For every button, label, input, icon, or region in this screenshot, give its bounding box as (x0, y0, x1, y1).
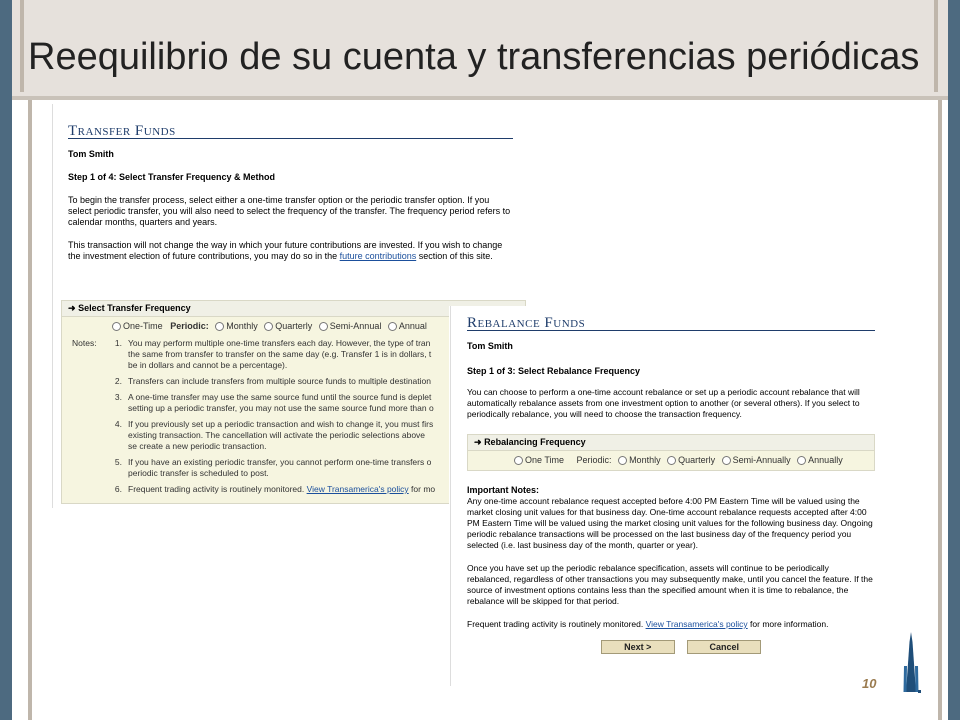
important-note-1: Any one-time account rebalance request accepted before 4:00 PM Eastern Time will be valued using the market closing unit values for that business day. One-time account rebalance requests accepted after 4:00 PM Eastern Time will be valued using the market closing unit values for the following business day. Ongoing periodic rebalance transactions will be processed on the last business day of the frequency period you selected (i.e. last business day of the month, quarter or year). (467, 496, 873, 550)
note-text (128, 484, 435, 495)
rebalance-heading: Rebalance Funds (467, 318, 875, 331)
transfer-user-name: Tom Smith (68, 149, 114, 159)
rebalancing-frequency-header (467, 434, 875, 451)
policy-text: Frequent trading activity is routinely monitored. (467, 619, 646, 629)
transfer-notes (62, 336, 434, 495)
transfer-step: Step 1 of 4: Select Transfer Frequency & Method (68, 172, 276, 182)
note-number: 4. (114, 419, 122, 429)
monthly-radio[interactable] (215, 322, 224, 331)
periodic-label: Periodic: (576, 455, 612, 465)
annual-radio[interactable] (388, 322, 397, 331)
rebalancing-frequency-body (467, 451, 875, 471)
note-number: 3. (114, 392, 122, 402)
page-number: 10 (862, 676, 877, 691)
next-button[interactable]: Next > (601, 640, 675, 654)
quarterly-radio[interactable] (264, 322, 273, 331)
rebalance-intro: You can choose to perform a one-time account rebalance or set up a periodic account rebalance that will automatically rebalance assets from one investment option to another (or several others). If you select to periodically rebalance, you will need to choose the transaction frequency. (467, 387, 860, 419)
note-text: If you have an existing periodic transfer, you cannot perform one-time transfers o periodic transfer is scheduled to post. (128, 457, 432, 478)
cancel-button[interactable]: Cancel (687, 640, 761, 654)
policy-line (467, 619, 875, 630)
transamerica-policy-link[interactable]: View Transamerica's policy (306, 484, 409, 494)
note-text: If you previously set up a periodic transaction and wish to change it, you must firs existing transaction. The cancellation will activate the periodic selections above se create a new periodic transaction. (128, 419, 434, 451)
note-number: 2. (114, 376, 122, 386)
one-time-radio[interactable] (112, 322, 121, 331)
content-area (28, 100, 942, 720)
notes-label: Notes: (72, 338, 97, 348)
one-time-label: One-Time (123, 321, 163, 331)
transfer-intro-2-tail: section of this site. (416, 251, 493, 261)
arrow-right-icon: ➜ (474, 437, 482, 447)
note-item (62, 392, 434, 414)
rebalance-options-row (468, 451, 874, 470)
note-number: 5. (114, 457, 122, 467)
quarterly-label: Quarterly (275, 321, 313, 331)
note-text: Transfers can include transfers from multiple source funds to multiple destination (128, 376, 431, 386)
transfer-intro-2-text: This transaction will not change the way in which your future contributions are invested. If you wish to change the investment election of future contributions, you may do so in the (68, 240, 503, 261)
slide-title: Reequilibrio de su cuenta y transferencias periódicas (28, 36, 920, 78)
one-time-radio[interactable] (514, 456, 523, 465)
rebalance-user-name: Tom Smith (467, 341, 513, 351)
button-row (467, 640, 875, 654)
semi-annually-label: Semi-Annually (732, 455, 791, 465)
monthly-label: Monthly (226, 321, 258, 331)
future-contributions-link[interactable]: future contributions (339, 251, 417, 261)
periodic-label: Periodic: (170, 321, 209, 331)
note-text-part: Frequent trading activity is routinely monitored. (128, 484, 307, 494)
rebalance-funds-panel (450, 306, 893, 686)
note-item (62, 338, 434, 371)
slide (12, 0, 948, 720)
note-item (62, 457, 434, 479)
monthly-label: Monthly (629, 455, 661, 465)
note-number: 1. (114, 338, 122, 348)
semi-annual-radio[interactable] (319, 322, 328, 331)
title-band (12, 0, 948, 100)
note-item (62, 376, 434, 387)
monthly-radio[interactable] (618, 456, 627, 465)
transfer-intro-2 (68, 240, 513, 262)
semi-annual-label: Semi-Annual (329, 321, 382, 331)
note-text: You may perform multiple one-time transfers each day. However, the type of tran the same from transfer to transfer on the same day (e.g. Transfer 1 is in dollars, t be in dollars and cannot be a percentage). (128, 338, 432, 370)
note-item (62, 419, 434, 452)
annually-radio[interactable] (797, 456, 806, 465)
arrow-right-icon: ➜ (68, 303, 76, 313)
semi-annually-radio[interactable] (722, 456, 731, 465)
note-item (62, 484, 434, 495)
note-text-tail: for mo (408, 484, 436, 494)
transfer-intro-1: To begin the transfer process, select either a one-time transfer option or the periodic transfer option. If you select periodic transfer, you will also need to select the frequency of the transfer. The frequency period refers to calendar months, quarters and years. (68, 195, 511, 227)
rebalancing-frequency-title: Rebalancing Frequency (484, 437, 586, 447)
important-notes-title: Important Notes: (467, 485, 539, 495)
transamerica-pyramid-icon (898, 632, 924, 696)
policy-text-tail: for more information. (747, 619, 829, 629)
important-note-2: Once you have set up the periodic rebalance specification, assets will continue to be periodically rebalanced, regardless of other transactions you may subsequently make, until you cancel the feature. If the source of investment options contains less than the specified amount when it is time to rebalance, the rebalance will be skipped for that period. (467, 563, 873, 606)
one-time-label: One Time (525, 455, 565, 465)
transfer-frequency-title: Select Transfer Frequency (78, 303, 191, 313)
rebalancing-frequency-section (467, 434, 875, 471)
rebalance-step: Step 1 of 3: Select Rebalance Frequency (467, 366, 641, 376)
quarterly-label: Quarterly (678, 455, 716, 465)
annual-label: Annual (398, 321, 427, 331)
transamerica-policy-link[interactable]: View Transamerica's policy (645, 619, 748, 629)
quarterly-radio[interactable] (667, 456, 676, 465)
transfer-heading: Transfer Funds (68, 126, 513, 139)
note-number: 6. (114, 484, 122, 494)
note-text: A one-time transfer may use the same source fund until the source fund is deplet setting up a periodic transfer, you may not use the same source fund more than o (128, 392, 434, 413)
annually-label: Annually (808, 455, 843, 465)
